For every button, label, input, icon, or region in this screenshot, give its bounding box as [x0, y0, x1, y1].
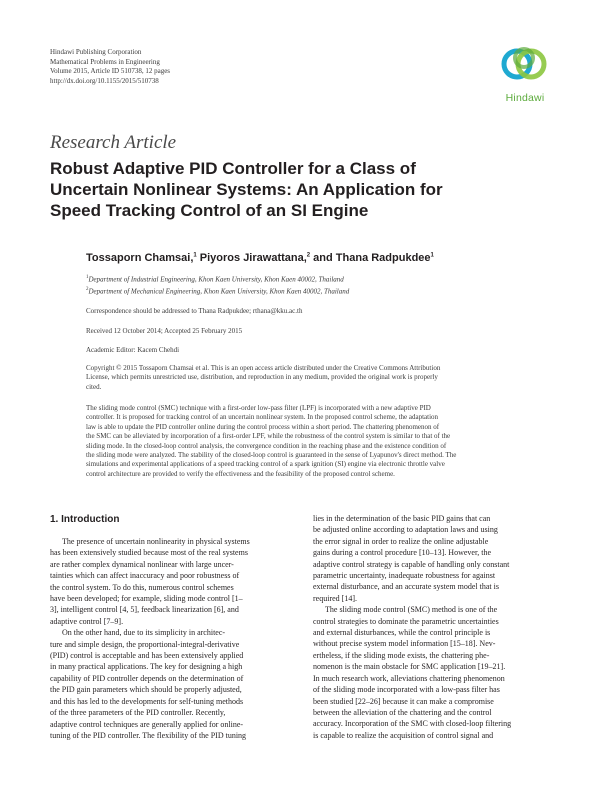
- received-dates: Received 12 October 2014; Accepted 25 February 2015: [86, 327, 243, 335]
- publisher-name: Hindawi Publishing Corporation: [50, 48, 142, 56]
- affiliation-item: $^2$Department of Mechanical Engineering, Khon Kaen University, Khon Kaen 40002, Thailand: [86, 286, 350, 296]
- article-type: Research Article: [50, 132, 177, 153]
- author-name: and Thana Radpukdee: [310, 252, 431, 264]
- journal-name: Mathematical Problems in Engineering: [50, 57, 160, 66]
- author-name: Tossaporn Chamsai,: [86, 252, 194, 264]
- author-affil-mark: 2: [306, 252, 311, 259]
- doi-link[interactable]: http://dx.doi.org/10.1155/2015/510738: [50, 76, 159, 85]
- author-affil-mark: 1: [430, 252, 434, 259]
- body-column-right: lies in the determination of the basic PID gains that can be adjusted online according to adaptation laws and using the error signal in order to realize the online adjustable gains during a control procedure [10–13]. However, the adaptive control strategy is capable of handling only constant parametric uncertainty, inadequate robustness for against external disturbance, and an accurate system model that is required [14]. The sliding mode control (SMC) method is one of the control strategies to dominate the parametric uncertainties and external disturbances, while the control principle is without precise system model information [15–18]. Nev- ertheless, if the sliding mode exists, the chattering phe- nomenon is the main obstacle for SMC application [19–21]. In much research work, alleviations chattering phenomenon of the sliding mode incorporated with a low-pass filter has been studied [22–26] because it can make a compromise between the alleviation of the chattering and the control accuracy. Incorporation of the SMC with closed-loop filtering is capable to realize the acquisition of control signal and: [313, 514, 512, 740]
- title-line: Uncertain Nonlinear Systems: An Application for: [50, 180, 443, 199]
- abstract: The sliding mode control (SMC) technique with a first-order low-pass filter (LPF) is incorporated with a new adaptive PID controller. It is proposed for tracking control of an uncertain nonlinear system. In the proposed control scheme, the adaptation law is able to update the PID controller online during the control process within a short period. The chattering phenomenon of the SMC can be alleviated by incorporation of a first-order LPF, while the robustness of the control system is similar to that of the sliding mode. In the closed-loop control analysis, the convergence condition in the reaching phase and the existence condition of the sliding mode were analyzed. The stability of the closed-loop control is guaranteed in the sense of Lyapunov's direct method. The simulations and experimental applications of a speed tracking control of a spark ignition (SI) engine via electronic throttle valve control architecture are provided to verify the effectiveness and the feasibility of the proposed control scheme.: [86, 404, 457, 478]
- title-line: Robust Adaptive PID Controller for a Class of: [50, 159, 416, 178]
- author-list: [86, 252, 434, 264]
- logo-wordmark: Hindawi: [505, 92, 545, 104]
- author-affil-mark: 1: [193, 252, 197, 259]
- paper-title: [50, 158, 490, 221]
- volume-info: Volume 2015, Article ID 510738, 12 pages: [50, 67, 171, 76]
- title-line: Speed Tracking Control of an SI Engine: [50, 201, 369, 220]
- affiliation-item: $^1$Department of Industrial Engineering, Khon Kaen University, Khon Kaen 40002, Thailand: [86, 275, 344, 284]
- body-column-left: The presence of uncertain nonlinearity in physical systems has been extensively studied because most of the real systems are rather complex dynamical nonlinear with large uncer- tainties which can affect inaccuracy and poor robustness of the control system. To do this, numerous control schemes have been developed; for example, sliding mode control [1– 3], intelligent control [4, 5], feedback linearization [6], and adaptive control [7–9]. On the other hand, due to its simplicity in architec- ture and simple design, the proportional-integral-derivative (PID) control is acceptable and has been extensively applied in many practical applications. The key for designing a high capability of PID controller depends on the determination of the PID gain parameters which should be properly adjusted, and this has led to the developments for self-tuning methods of the three parameters of the PID controller. Recently, adaptive control techniques are generally applied for online- tuning of the PID controller. The flexibility of the PID tuning: [50, 537, 250, 740]
- correspondence: Correspondence should be addressed to Thana Radpukdee; rthana@kku.ac.th: [86, 307, 303, 315]
- journal-header: [50, 48, 170, 86]
- author-name: Piyoros Jirawattana,: [196, 252, 307, 264]
- section-heading-introduction: 1. Introduction: [50, 514, 120, 525]
- academic-editor: Academic Editor: Kacem Chehdi: [86, 346, 180, 354]
- copyright-notice: Copyright © 2015 Tossaporn Chamsai et al. This is an open access article distributed under the Creative Commons Attribution License, which permits unrestricted use, distribution, and reproduction in any medium, provided the original work is properly cited.: [86, 364, 441, 391]
- affiliations: [86, 273, 349, 297]
